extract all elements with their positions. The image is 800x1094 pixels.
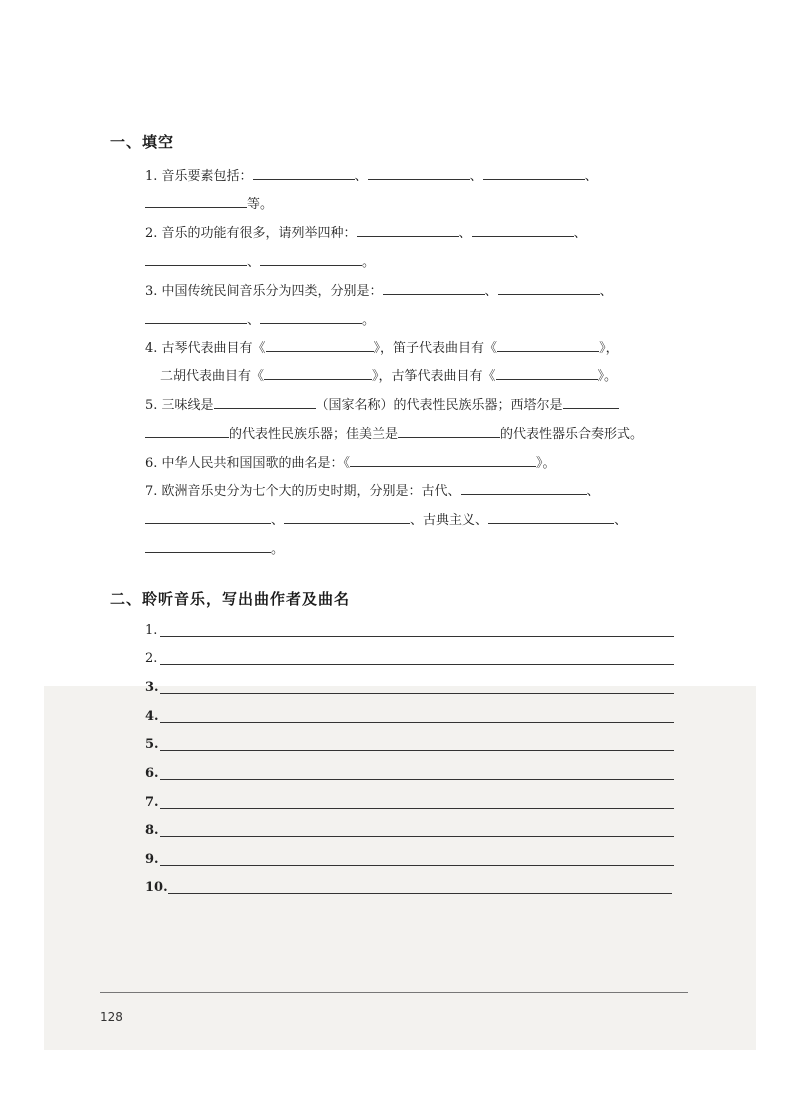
- q4-blank-guzheng[interactable]: [496, 366, 598, 380]
- q4-text-dizi: 》，笛子代表曲目有《: [373, 341, 498, 356]
- q2-blank-4[interactable]: [260, 252, 362, 266]
- q1-end: 等。: [247, 197, 274, 212]
- question-1-cont: [145, 194, 273, 214]
- question-5: [145, 395, 619, 415]
- q4-text-erhu: 二胡代表曲目有《: [160, 369, 265, 384]
- q2-blank-1[interactable]: [357, 223, 459, 237]
- q2-blank-3[interactable]: [145, 252, 247, 266]
- answer-line-9[interactable]: [160, 865, 674, 866]
- q7-end: 。: [271, 542, 285, 557]
- section2-title: 二、聆听音乐，写出曲作者及曲名: [110, 590, 351, 608]
- question-2-cont: [145, 252, 375, 272]
- answer-line-8[interactable]: [160, 836, 674, 837]
- q5-text-sitar: （国家名称）的代表性民族乐器；西塔尔是: [315, 398, 563, 413]
- q7-blank-3[interactable]: [284, 510, 410, 524]
- q5-blank-gamelan[interactable]: [398, 424, 500, 438]
- answer-line-5[interactable]: [160, 750, 674, 751]
- q3-blank-1[interactable]: [383, 281, 485, 295]
- question-7-label: 7. 欧洲音乐史分为七个大的历史时期，分别是：古代、: [145, 484, 461, 499]
- q6-text-end: 》。: [536, 456, 556, 471]
- question-4-label: 4. 古琴代表曲目有《: [145, 341, 266, 356]
- question-3: [145, 281, 613, 301]
- q5-blank-sitar-b[interactable]: [145, 424, 229, 438]
- q2-sep-3: 、: [247, 255, 261, 270]
- answer-number-3: 3.: [145, 680, 159, 695]
- question-7-cont: [145, 510, 627, 530]
- q1-blank-3[interactable]: [483, 166, 585, 180]
- q3-sep-3: 、: [247, 313, 261, 328]
- q4-text-end-a: 》，: [599, 341, 619, 356]
- answer-number-7: 7.: [145, 795, 159, 810]
- answer-number-2: 2.: [145, 651, 158, 666]
- q3-blank-3[interactable]: [145, 310, 247, 324]
- q7-sep-1: 、: [586, 484, 600, 499]
- question-5-label: 5. 三味线是: [145, 398, 214, 413]
- question-2: [145, 223, 587, 243]
- question-5-cont: [145, 424, 643, 444]
- answer-line-2[interactable]: [160, 664, 674, 665]
- answer-line-7[interactable]: [160, 808, 674, 809]
- q7-blank-1[interactable]: [461, 481, 587, 495]
- answer-number-10: 10.: [145, 880, 168, 895]
- q4-blank-guqin[interactable]: [266, 338, 374, 352]
- question-7-cont-2: [145, 539, 284, 559]
- answer-number-9: 9.: [145, 852, 159, 867]
- question-1-label: 1. 音乐要素包括：: [145, 169, 253, 184]
- q7-sep-4: 、: [475, 513, 489, 528]
- q1-sep-3: 、: [584, 169, 598, 184]
- question-6-label: 6. 中华人民共和国国歌的曲名是：《: [145, 456, 351, 471]
- footer-rule: [100, 992, 688, 993]
- q1-blank-1[interactable]: [253, 166, 355, 180]
- q4-blank-dizi[interactable]: [497, 338, 599, 352]
- q7-blank-5[interactable]: [145, 539, 271, 553]
- q3-sep-2: 、: [599, 284, 613, 299]
- answer-number-4: 4.: [145, 709, 159, 724]
- answer-number-8: 8.: [145, 823, 159, 838]
- q6-blank-anthem[interactable]: [350, 453, 536, 467]
- q5-blank-shamisen[interactable]: [214, 395, 316, 409]
- q5-blank-sitar-a[interactable]: [563, 395, 619, 409]
- q2-sep-2: 、: [573, 226, 587, 241]
- answer-line-1[interactable]: [160, 636, 674, 637]
- q7-blank-4[interactable]: [488, 510, 614, 524]
- q2-blank-2[interactable]: [472, 223, 574, 237]
- answer-line-10[interactable]: [168, 893, 672, 894]
- q3-end: 。: [362, 313, 376, 328]
- answer-line-3[interactable]: [160, 693, 674, 694]
- q1-blank-2[interactable]: [368, 166, 470, 180]
- q3-sep-1: 、: [484, 284, 498, 299]
- q4-text-end-b: 》。: [597, 369, 618, 384]
- q5-text-end: 的代表性器乐合奏形式。: [500, 427, 644, 442]
- q4-text-guzheng: 》，古筝代表曲目有《: [372, 369, 496, 384]
- question-3-label: 3. 中国传统民间音乐分为四类，分别是：: [145, 284, 383, 299]
- answer-number-6: 6.: [145, 766, 159, 781]
- question-1: [145, 166, 598, 186]
- answer-line-4[interactable]: [160, 722, 674, 723]
- q7-blank-2[interactable]: [145, 510, 271, 524]
- question-4: [145, 338, 619, 358]
- q7-sep-2: 、: [271, 513, 285, 528]
- q2-sep-1: 、: [458, 226, 472, 241]
- question-6: [145, 453, 556, 473]
- q3-blank-4[interactable]: [260, 310, 362, 324]
- answer-line-6[interactable]: [160, 779, 674, 780]
- question-4-cont: [160, 366, 617, 386]
- q7-text-classical: 古典主义: [423, 513, 476, 528]
- question-2-label: 2. 音乐的功能有很多，请列举四种：: [145, 226, 357, 241]
- q4-blank-erhu[interactable]: [264, 366, 372, 380]
- section1-title: 一、填空: [110, 133, 175, 151]
- answer-number-1: 1.: [145, 623, 158, 638]
- q3-blank-2[interactable]: [498, 281, 600, 295]
- question-3-cont: [145, 310, 375, 330]
- q1-sep-1: 、: [354, 169, 368, 184]
- question-7: [145, 481, 600, 501]
- q7-sep-5: 、: [614, 513, 628, 528]
- q7-sep-3: 、: [410, 513, 424, 528]
- q1-blank-4[interactable]: [145, 194, 247, 208]
- answer-number-5: 5.: [145, 737, 159, 752]
- q2-end: 。: [362, 255, 376, 270]
- q5-text-gamelan: 的代表性民族乐器；佳美兰是: [229, 427, 399, 442]
- page-number: 128: [100, 1010, 123, 1024]
- q1-sep-2: 、: [469, 169, 483, 184]
